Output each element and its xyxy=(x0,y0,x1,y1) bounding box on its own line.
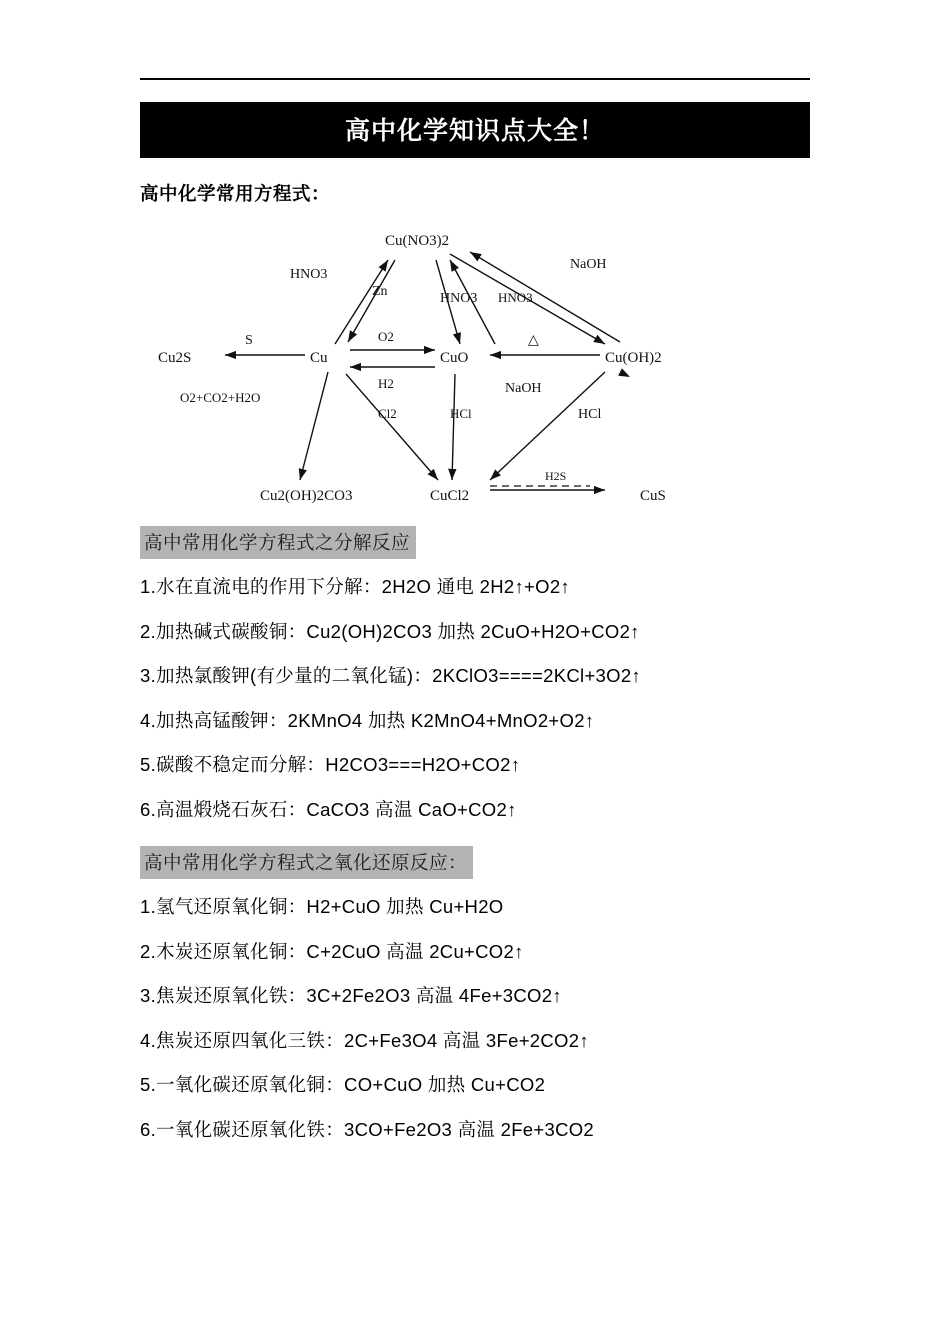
equation-line: 4.焦炭还原四氧化三铁：2C+Fe3O4 高温 3Fe+2CO2↑ xyxy=(140,1029,589,1051)
equation-line: 1.氢气还原氧化铜：H2+CuO 加热 Cu+H2O xyxy=(140,896,504,917)
edge-label-hcl-right: HCl xyxy=(578,407,602,422)
edge-label-hcl-mid: HCl xyxy=(450,406,472,421)
equation-line: 5.一氧化碳还原氧化铜：CO+CuO 加热 Cu+CO2 xyxy=(140,1074,546,1095)
edge-label-o2-co2-h2o: O2+CO2+H2O xyxy=(180,390,261,405)
page-title: 高中化学知识点大全！ xyxy=(140,102,810,158)
edge-label-o2: O2 xyxy=(378,329,394,344)
node-cucl2: CuCl2 xyxy=(430,488,470,504)
equation-line: 2.木炭还原氧化铜：C+2CuO 高温 2Cu+CO2↑ xyxy=(140,940,524,962)
node-cu-oh-2: Cu(OH)2 xyxy=(605,350,662,366)
equation-line: 1.水在直流电的作用下分解：2H2O 通电 2H2↑+O2↑ xyxy=(140,576,570,597)
node-cu-no3-2: Cu(NO3)2 xyxy=(385,233,450,249)
edge-label-h2s: H2S xyxy=(545,469,567,483)
edge-label-hno3-right: HNO3 xyxy=(498,290,533,305)
node-cuo: CuO xyxy=(440,350,469,366)
node-cu2s: Cu2S xyxy=(158,350,192,366)
edge-label-heat-triangle: △ xyxy=(528,333,539,348)
section-heading: 高中常用化学方程式之分解反应 xyxy=(140,526,416,559)
edge-label-zn: Zn xyxy=(372,284,388,299)
copper-reaction-diagram xyxy=(150,222,750,512)
equation-line: 4.加热高锰酸钾：2KMnO4 加热 K2MnO4+MnO2+O2↑ xyxy=(140,709,595,731)
edge-label-h2: H2 xyxy=(378,376,394,391)
edge-label-s: S xyxy=(245,333,253,348)
node-cus: CuS xyxy=(640,488,666,504)
edge-label-hno3-mid: HNO3 xyxy=(440,291,478,306)
equation-line: 6.高温煅烧石灰石：CaCO3 高温 CaO+CO2↑ xyxy=(140,798,517,820)
equation-line: 6.一氧化碳还原氧化铁：3CO+Fe2O3 高温 2Fe+3CO2 xyxy=(140,1118,595,1140)
edge-label-hno3-left: HNO3 xyxy=(290,267,328,282)
node-cu: Cu xyxy=(310,350,328,366)
node-cu2oh2co3: Cu2(OH)2CO3 xyxy=(260,488,353,504)
edge-label-naoh-right: NaOH xyxy=(570,257,607,272)
section-subtitle: 高中化学常用方程式： xyxy=(140,183,331,204)
equation-line: 3.加热氯酸钾(有少量的二氧化锰)：2KClO3====2KCl+3O2↑ xyxy=(140,665,641,686)
equation-line: 5.碳酸不稳定而分解：H2CO3===H2O+CO2↑ xyxy=(140,754,521,775)
edge-label-naoh-mid: NaOH xyxy=(505,381,542,396)
edge-label-cl2: Cl2 xyxy=(378,406,397,421)
header-rule xyxy=(140,78,810,80)
equation-line: 2.加热碱式碳酸铜：Cu2(OH)2CO3 加热 2CuO+H2O+CO2↑ xyxy=(140,620,640,642)
section-decomposition xyxy=(140,512,810,832)
equation-line: 3.焦炭还原氧化铁：3C+2Fe2O3 高温 4Fe+3CO2↑ xyxy=(140,985,562,1006)
section-heading: 高中常用化学方程式之氧化还原反应： xyxy=(140,846,473,879)
section-redox xyxy=(140,832,810,1152)
